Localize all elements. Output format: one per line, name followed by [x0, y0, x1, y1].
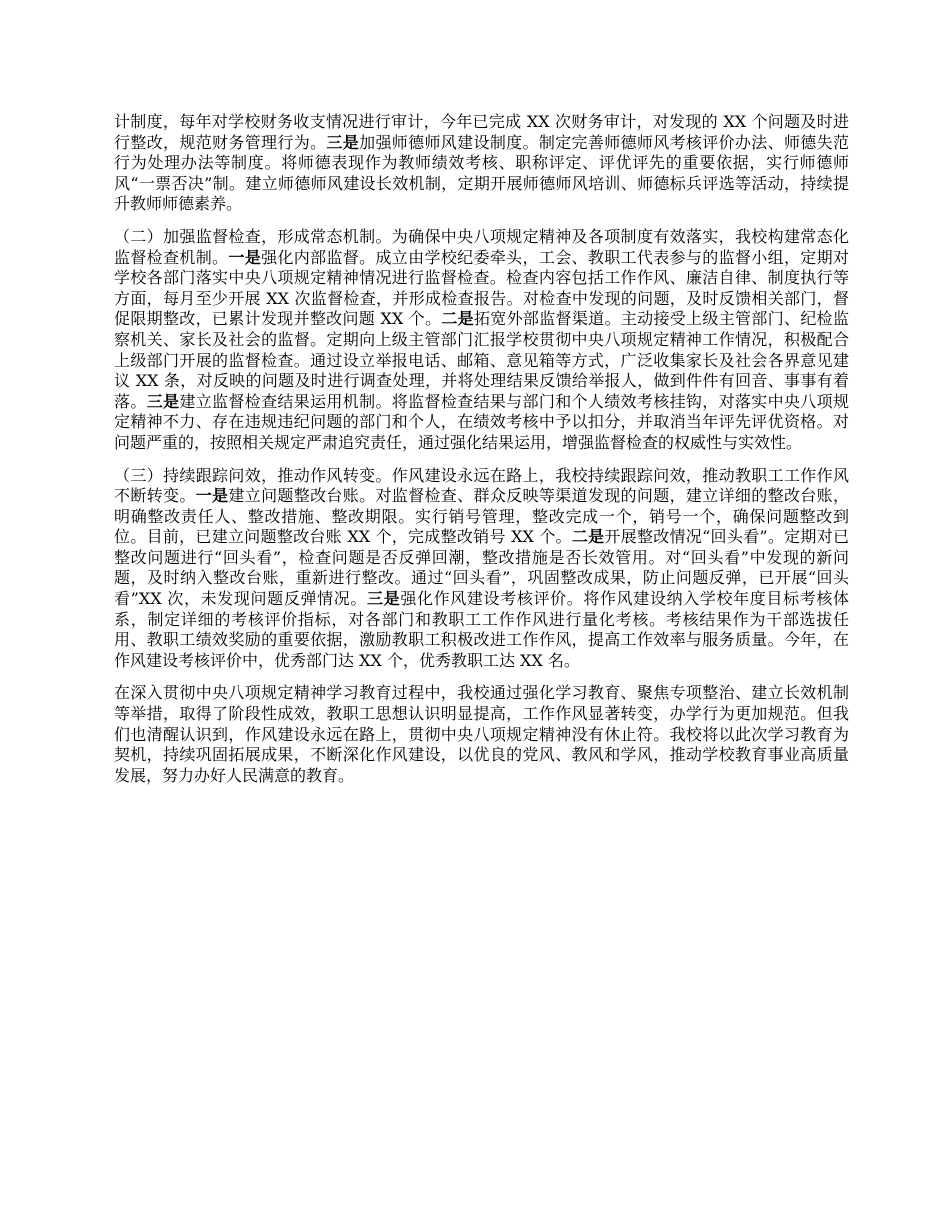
emphasis-label: 二是 [571, 527, 605, 547]
paragraph-supervision [114, 227, 849, 454]
paragraph-follow-up [114, 466, 849, 672]
paragraph-text: 拓宽外部监督渠道。主动接受上级主管部门、纪检监察机关、家长及社会的监督。定期向上级主管部门汇报学校贯彻中央八项规定精神工作情况，积极配合上级部门开展的监督检查。通过设立举报电话、邮箱、意见箱等方式，广泛收集家长及社会各界意见建议 XX 条，对反映的问题及时进行调查处理，并将处理结果反馈给举报人，做到件件有回音、事事有着落。 [114, 309, 849, 411]
paragraph-text: 强化作风建设考核评价。将作风建设纳入学校年度目标考核体系，制定详细的考核评价指标，对各部门和教职工工作作风进行量化考核。考核结果作为干部选拔任用、教职工绩效奖励的重要依据，激励教职工积极改进工作作风，提高工作效率与服务质量。今年，在作风建设考核评价中，优秀部门达 XX 个，优秀教职工达 XX 名。 [114, 589, 849, 670]
paragraph-conclusion [114, 683, 849, 786]
emphasis-label: 二是 [441, 309, 474, 329]
paragraph-text: 加强师德师风建设制度。制定完善师德师风考核评价办法、师德失范行为处理办法等制度。将师德表现作为教师绩效考核、职称评定、评优评先的重要依据，实行师德师风“一票否决”制。建立师德师风建设长效机制，定期开展师德师风培训、师德标兵评选等活动，持续提升教师师德素养。 [114, 132, 849, 214]
emphasis-label: 三是 [146, 391, 180, 411]
paragraph-text: 强化内部监督。成立由学校纪委牵头，工会、教职工代表参与的监督小组，定期对学校各部门落实中央八项规定精神情况进行监督检查。检查内容包括工作作风、廉洁自律、制度执行等方面，每月至少开展 XX 次监督检查，并形成检查报告。对检查中发现的问题，及时反馈相关部门，督促限期整改，已累计发现并整改问题 XX 个。 [114, 247, 849, 329]
emphasis-label: 三是 [367, 589, 401, 609]
document-body [114, 112, 849, 798]
paragraph-text: （二）加强监督检查，形成常态机制。为确保中央八项规定精神及各项制度有效落实，我校构建常态化监督检查机制。 [114, 226, 849, 267]
paragraph-text: 建立监督检查结果运用机制。将监督检查结果与部门和个人绩效考核挂钩，对落实中央八项规定精神不力、存在违规违纪问题的部门和个人，在绩效考核中予以扣分，并取消当年评先评优资格。对问题严重的，按照相关规定严肃追究责任，通过强化结果运用，增强监督检查的权威性与实效性。 [114, 391, 849, 452]
paragraph-text: 建立问题整改台账。对监督检查、群众反映等渠道发现的问题，建立详细的整改台账，明确整改责任人、整改措施、整改期限。实行销号管理，整改完成一个，销号一个，确保问题整改到位。目前，已建立问题整改台账 XX 个，完成整改销号 XX 个。 [114, 486, 849, 547]
emphasis-label: 三是 [326, 132, 360, 152]
paragraph-text: 在深入贯彻中央八项规定精神学习教育过程中，我校通过强化学习教育、聚焦专项整治、建立长效机制等举措，取得了阶段性成效，教职工思想认识明显提高，工作作风显著转变，办学行为更加规范。但我们也清醒认识到，作风建设永远在路上，贯彻中央八项规定精神没有休止符。我校将以此次学习教育为契机，持续巩固拓展成果，不断深化作风建设，以优良的党风、教风和学风，推动学校教育事业高质量发展，努力办好人民满意的教育。 [114, 683, 849, 785]
paragraph-teacher-ethics [114, 112, 849, 215]
paragraph-text: （三）持续跟踪问效，推动作风转变。作风建设永远在路上，我校持续跟踪问效，推动教职工工作作风不断转变。 [114, 465, 849, 506]
paragraph-text: 开展整改情况“回头看”。定期对已整改问题进行“回头看”，检查问题是否反弹回潮，整改措施是否长效管用。对“回头看”中发现的新问题，及时纳入整改台账，重新进行整改。通过“回头看”，巩固整改成果，防止问题反弹，已开展“回头看”XX 次，未发现问题反弹情况。 [114, 527, 849, 609]
emphasis-label: 一是 [195, 486, 229, 506]
emphasis-label: 一是 [228, 247, 262, 267]
paragraph-text: 计制度，每年对学校财务收支情况进行审计，今年已完成 XX 次财务审计，对发现的 XX 个问题及时进行整改，规范财务管理行为。 [114, 112, 849, 152]
